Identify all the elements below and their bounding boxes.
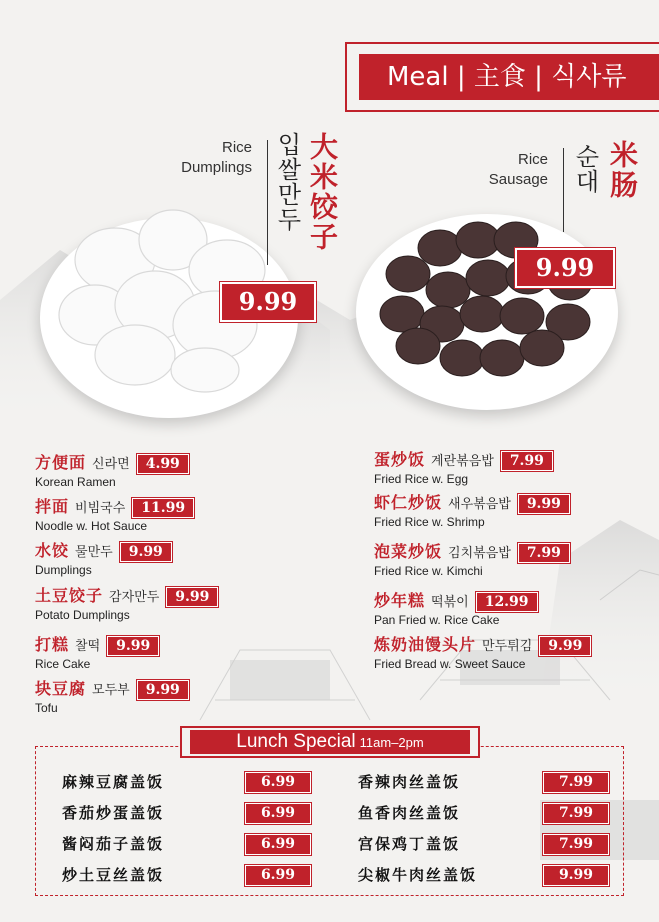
lunch-item-price: 7.99 bbox=[544, 773, 608, 792]
item-price: 12.99 bbox=[477, 593, 537, 611]
featured-2-price: 9.99 bbox=[517, 250, 613, 286]
featured-2-english-line2: Sausage bbox=[488, 171, 548, 188]
menu-item bbox=[35, 452, 188, 489]
lunch-item-price: 7.99 bbox=[544, 804, 608, 823]
item-korean-name: 신라면 bbox=[92, 457, 130, 472]
featured-1-english-line2: Dumplings bbox=[181, 159, 252, 176]
item-korean-name: 비빔국수 bbox=[75, 501, 126, 516]
item-english-name: Pan Fried w. Rice Cake bbox=[374, 613, 500, 627]
featured-1-price: 9.99 bbox=[222, 284, 314, 320]
item-price: 9.99 bbox=[540, 637, 590, 655]
menu-item bbox=[374, 492, 569, 529]
item-english-name: Fried Bread w. Sweet Sauce bbox=[374, 657, 526, 671]
lunch-item-price: 6.99 bbox=[246, 773, 310, 792]
lunch-item-name: 鱼香肉丝盖饭 bbox=[358, 804, 461, 822]
item-chinese-name: 炼奶油馒头片 bbox=[374, 635, 477, 654]
menu-item bbox=[35, 496, 193, 533]
item-price: 9.99 bbox=[121, 543, 171, 561]
lunch-item bbox=[358, 801, 608, 825]
item-korean-name: 감자만두 bbox=[109, 590, 160, 605]
lunch-special-title: Lunch Special bbox=[236, 731, 356, 752]
item-korean-name: 모두부 bbox=[92, 683, 130, 698]
menu-item bbox=[374, 449, 552, 486]
item-english-name: Fried Rice w. Egg bbox=[374, 472, 469, 486]
menu-item bbox=[374, 541, 569, 578]
featured-2-english-line1: Rice bbox=[517, 151, 548, 168]
sausage-image bbox=[370, 218, 610, 398]
featured-2-chinese: 米肠 bbox=[606, 140, 639, 200]
featured-1-korean: 입쌀만두 bbox=[273, 132, 301, 232]
item-korean-name: 물만두 bbox=[75, 545, 113, 560]
menu-item bbox=[35, 585, 217, 622]
lunch-item-name: 酱闷茄子盖饭 bbox=[62, 835, 165, 853]
item-english-name: Korean Ramen bbox=[35, 475, 116, 489]
featured-1-chinese: 大米饺子 bbox=[306, 132, 339, 252]
lunch-item-name: 宫保鸡丁盖饭 bbox=[358, 835, 461, 853]
item-chinese-name: 虾仁炒饭 bbox=[374, 493, 443, 512]
item-chinese-name: 拌面 bbox=[35, 497, 70, 516]
item-english-name: Fried Rice w. Shrimp bbox=[374, 515, 485, 529]
item-korean-name: 계란볶음밥 bbox=[431, 454, 494, 469]
item-english-name: Fried Rice w. Kimchi bbox=[374, 564, 483, 578]
item-chinese-name: 水饺 bbox=[35, 541, 70, 560]
lunch-item-price: 7.99 bbox=[544, 835, 608, 854]
item-english-name: Dumplings bbox=[35, 563, 92, 577]
lunch-item-price: 6.99 bbox=[246, 835, 310, 854]
item-price: 11.99 bbox=[133, 499, 193, 517]
item-korean-name: 찰떡 bbox=[75, 639, 101, 654]
item-korean-name: 떡볶이 bbox=[431, 595, 469, 610]
lunch-item bbox=[358, 832, 608, 856]
lunch-item-name: 尖椒牛肉丝盖饭 bbox=[358, 866, 478, 884]
lunch-item-price: 6.99 bbox=[246, 804, 310, 823]
lunch-item bbox=[358, 770, 608, 794]
item-chinese-name: 炒年糕 bbox=[374, 591, 426, 610]
featured-1-english-line1: Rice bbox=[221, 139, 252, 156]
lunch-item-name: 麻辣豆腐盖饭 bbox=[62, 773, 165, 791]
featured-2-korean: 순대 bbox=[571, 144, 599, 194]
item-korean-name: 김치볶음밥 bbox=[448, 546, 511, 561]
lunch-banner-fill bbox=[190, 730, 470, 754]
item-price: 7.99 bbox=[519, 544, 569, 562]
menu-item bbox=[374, 590, 537, 627]
section-title: Meal | 主食 | 식사류 bbox=[359, 54, 659, 100]
lunch-item bbox=[62, 832, 310, 856]
item-chinese-name: 块豆腐 bbox=[35, 679, 87, 698]
lunch-item-price: 6.99 bbox=[246, 866, 310, 885]
lunch-item bbox=[62, 863, 310, 887]
item-english-name: Tofu bbox=[35, 701, 58, 715]
section-banner bbox=[345, 42, 659, 112]
item-chinese-name: 方便面 bbox=[35, 453, 87, 472]
lunch-item-name: 香茄炒蛋盖饭 bbox=[62, 804, 165, 822]
menu-item bbox=[35, 678, 188, 715]
item-korean-name: 만두튀김 bbox=[482, 639, 533, 654]
item-chinese-name: 蛋炒饭 bbox=[374, 450, 426, 469]
featured-2-divider bbox=[563, 148, 564, 232]
item-price: 7.99 bbox=[502, 452, 552, 470]
item-price: 9.99 bbox=[108, 637, 158, 655]
featured-2-english bbox=[448, 150, 548, 190]
item-english-name: Rice Cake bbox=[35, 657, 91, 671]
item-korean-name: 새우볶음밥 bbox=[448, 497, 511, 512]
item-price: 9.99 bbox=[138, 681, 188, 699]
item-price: 4.99 bbox=[138, 455, 188, 473]
lunch-item bbox=[358, 863, 608, 887]
lunch-item-name: 香辣肉丝盖饭 bbox=[358, 773, 461, 791]
item-english-name: Noodle w. Hot Sauce bbox=[35, 519, 148, 533]
lunch-special-banner bbox=[180, 726, 480, 758]
lunch-item-name: 炒土豆丝盖饭 bbox=[62, 866, 165, 884]
menu-item bbox=[35, 634, 158, 671]
item-price: 9.99 bbox=[167, 588, 217, 606]
featured-1-english bbox=[140, 138, 252, 178]
menu-item bbox=[35, 540, 171, 577]
lunch-special-hours: 11am–2pm bbox=[359, 735, 424, 750]
lunch-item-price: 9.99 bbox=[544, 866, 608, 885]
item-price: 9.99 bbox=[519, 495, 569, 513]
lunch-item bbox=[62, 801, 310, 825]
item-english-name: Potato Dumplings bbox=[35, 608, 130, 622]
lunch-item bbox=[62, 770, 310, 794]
item-chinese-name: 泡菜炒饭 bbox=[374, 542, 443, 561]
item-chinese-name: 打糕 bbox=[35, 635, 70, 654]
item-chinese-name: 土豆饺子 bbox=[35, 586, 104, 605]
menu-item bbox=[374, 634, 590, 671]
featured-1-divider bbox=[267, 140, 268, 265]
